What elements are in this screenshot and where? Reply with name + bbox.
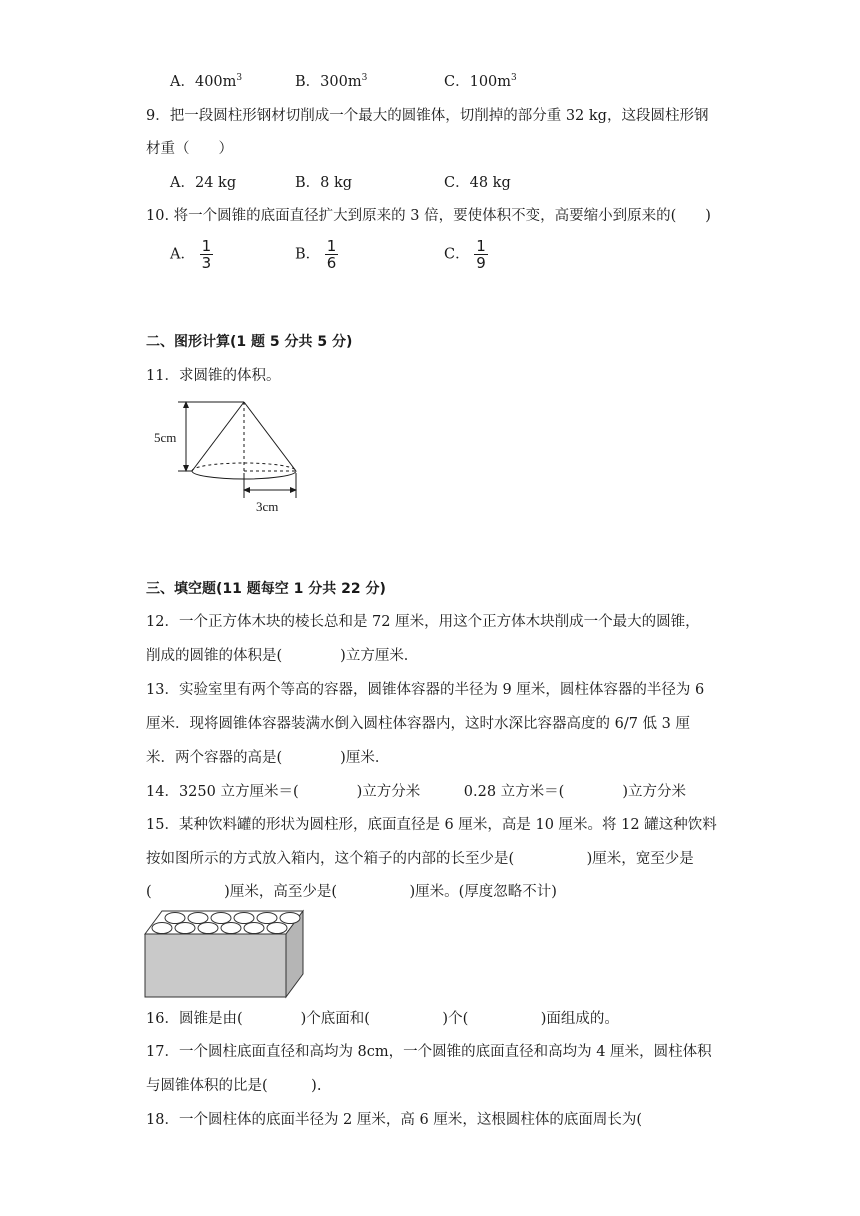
- q15-text-line2: 按如图所示的方式放入箱内，这个箱子的内部的长至少是( )厘米，宽至少是: [146, 851, 694, 867]
- q8-option-a-label: A．: [170, 74, 195, 90]
- q10-a-numerator: 1: [201, 237, 212, 255]
- q8-option-b-value: 300m: [320, 74, 362, 90]
- can-top: [152, 923, 172, 934]
- q10-c-denominator: 9: [476, 254, 486, 272]
- q17-text-line2: 与圆锥体积的比是( ).: [146, 1078, 322, 1094]
- q10-option-b: [295, 238, 338, 271]
- height-label: 5cm: [154, 430, 177, 445]
- q13-text-line1: 13．实验室里有两个等高的容器，圆锥体容器的半径为 9 厘米，圆柱体容器的半径为 6: [146, 682, 705, 698]
- q8-option-b-exp: 3: [361, 73, 368, 83]
- q10-option-c: [444, 238, 488, 271]
- q10-b-denominator: 6: [326, 254, 337, 272]
- q8-option-c-label: C．: [444, 74, 470, 90]
- q8-option-c-exp: 3: [511, 73, 517, 83]
- can-top: [257, 913, 277, 924]
- can-top: [267, 923, 287, 934]
- q8-option-b: [295, 72, 367, 92]
- q10-option-a: [170, 238, 213, 271]
- q8-option-c: [444, 72, 517, 92]
- q8-option-a-value: 400m: [194, 74, 237, 90]
- can-top: [234, 913, 254, 924]
- q10-a-denominator: 3: [201, 254, 212, 272]
- box-front-face: [145, 934, 286, 997]
- q10-option-a-fraction: [200, 238, 214, 271]
- q9-option-a: A．24 kg: [170, 175, 237, 191]
- q15-text-line1: 15．某种饮料罐的形状为圆柱形，底面直径是 6 厘米，高是 10 厘米。将 12 罐这种饮料: [146, 817, 717, 833]
- q8-option-b-label: B．: [295, 74, 321, 90]
- q10-b-numerator: 1: [326, 237, 337, 255]
- q9-text-line1: 9．把一段圆柱形钢材切削成一个最大的圆锥体，切削掉的部分重 32 kg，这段圆柱形钢: [146, 108, 709, 124]
- q13-text-line2: 厘米．现将圆锥体容器装满水倒入圆柱体容器内，这时水深比容器高度的 6/7 低 3 厘: [146, 716, 690, 732]
- can-top: [198, 923, 218, 934]
- q10-option-c-label: C．: [444, 246, 470, 263]
- q12-text-line2: 削成的圆锥的体积是( )立方厘米．: [146, 648, 419, 664]
- radius-label: 3cm: [256, 499, 279, 514]
- q10-option-c-fraction: [474, 238, 488, 271]
- q17-text-line1: 17．一个圆柱底面直径和高均为 8cm，一个圆锥的底面直径和高均为 4 厘米，圆柱体积: [146, 1044, 712, 1060]
- q9-option-b: B．8 kg: [295, 175, 353, 191]
- can-top: [244, 923, 264, 934]
- can-top: [211, 913, 231, 924]
- can-box-figure: [142, 908, 307, 1000]
- can-top: [188, 913, 208, 924]
- can-top: [221, 923, 241, 934]
- cone-figure: [150, 394, 310, 518]
- q8-option-a: [170, 72, 242, 92]
- q9-option-c: C．48 kg: [444, 175, 511, 191]
- q15-text-line3: ( )厘米，高至少是( )厘米。(厚度忽略不计): [146, 884, 557, 900]
- q10-text: 10. 将一个圆锥的底面直径扩大到原来的 3 倍，要使体积不变，高要缩小到原来的( ): [146, 208, 711, 224]
- q9-text-line2: 材重（ ）: [146, 141, 233, 157]
- section2-title: 二、图形计算(1 题 5 分共 5 分): [146, 334, 353, 350]
- can-top: [280, 913, 300, 924]
- q10-c-numerator: 1: [476, 237, 486, 255]
- q14-text: 14．3250 立方厘米＝( )立方分米 0.28 立方米＝( )立方分米: [146, 784, 686, 800]
- q12-text-line1: 12．一个正方体木块的棱长总和是 72 厘米，用这个正方体木块削成一个最大的圆锥，: [146, 614, 700, 630]
- q10-option-b-fraction: [325, 238, 339, 271]
- q18-text: 18．一个圆柱体的底面半径为 2 厘米，高 6 厘米，这根圆柱体的底面周长为(: [146, 1112, 642, 1128]
- section3-title: 三、填空题(11 题每空 1 分共 22 分): [146, 581, 386, 597]
- can-top: [175, 923, 195, 934]
- q11-text: 11．求圆锥的体积。: [146, 368, 281, 384]
- q13-text-line3: 米．两个容器的高是( )厘米．: [146, 750, 390, 766]
- q8-option-a-exp: 3: [236, 73, 243, 83]
- cone-left-side: [192, 402, 244, 471]
- can-top: [165, 913, 185, 924]
- q10-option-b-label: B．: [295, 246, 321, 263]
- q16-text: 16．圆锥是由( )个底面和( )个( )面组成的。: [146, 1011, 619, 1027]
- q8-option-c-value: 100m: [469, 74, 512, 90]
- cone-right-side: [244, 402, 296, 471]
- q10-option-a-label: A．: [170, 246, 195, 263]
